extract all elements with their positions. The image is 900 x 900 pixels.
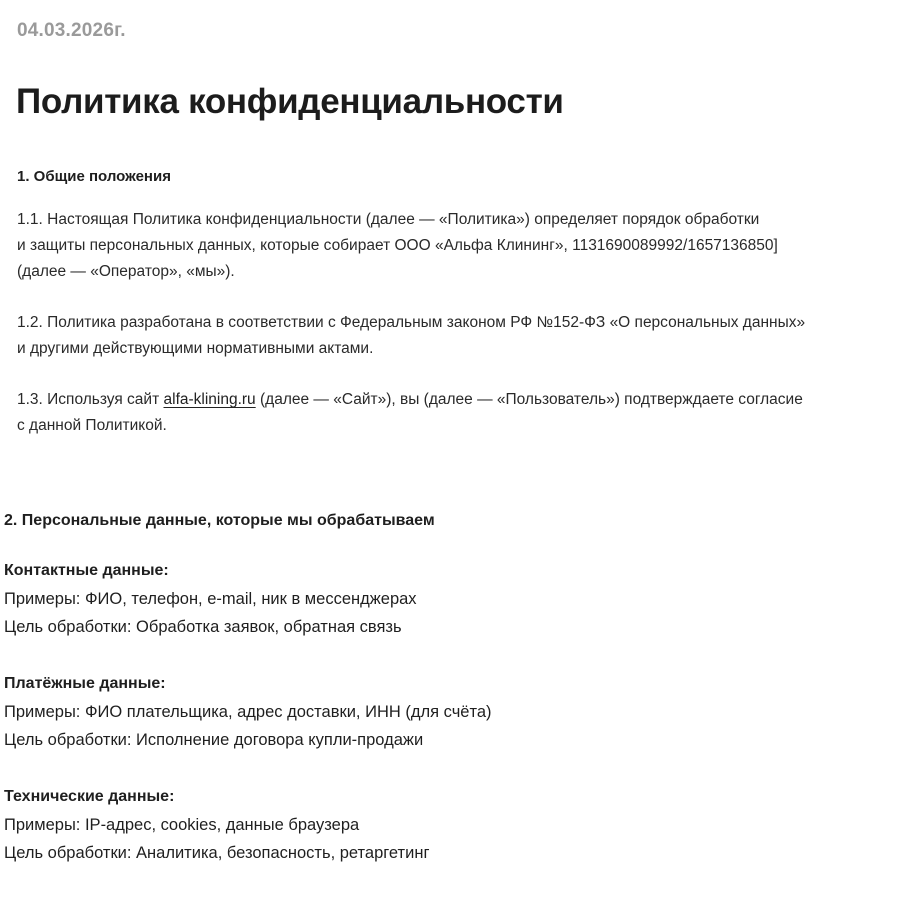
paragraph-1-2 [17, 310, 897, 362]
category-purpose: Цель обработки: Аналитика, безопасность, ретаргетинг [4, 844, 430, 862]
paragraph-1-1 [17, 207, 897, 285]
category-name: Платёжные данные: [4, 675, 166, 692]
section-general-provisions [17, 164, 897, 464]
data-category-contact [4, 557, 894, 641]
data-category-technical [4, 783, 894, 867]
category-name: Технические данные: [4, 788, 175, 805]
page-title: Политика конфиденциальности [16, 82, 564, 121]
paragraph-text: 1.3. Используя сайт [17, 391, 164, 408]
site-link[interactable]: alfa-klining.ru [163, 391, 256, 408]
paragraph-line: и защиты персональных данных, которые собирает ООО «Альфа Клининг», 1131690089992/1657136850] [17, 237, 778, 254]
paragraph-line [17, 387, 897, 413]
data-category-payment [4, 670, 894, 754]
category-purpose: Цель обработки: Обработка заявок, обратная связь [4, 618, 402, 636]
category-examples: Примеры: ФИО плательщика, адрес доставки, ИНН (для счёта) [4, 703, 492, 721]
paragraph-line: и другими действующими нормативными актами. [17, 340, 374, 357]
category-examples: Примеры: IP-адрес, cookies, данные браузера [4, 816, 360, 834]
paragraph-line: с данной Политикой. [17, 417, 167, 434]
section-heading: 2. Персональные данные, которые мы обрабатываем [4, 512, 435, 529]
category-examples: Примеры: ФИО, телефон, e-mail, ник в мессенджерах [4, 590, 417, 608]
section-personal-data [4, 507, 894, 896]
paragraph-1-3 [17, 387, 897, 439]
paragraph-line: 1.1. Настоящая Политика конфиденциальности (далее — «Политика») определяет порядок обработки [17, 211, 760, 228]
section-heading: 1. Общие положения [17, 168, 171, 185]
paragraph-text: (далее — «Сайт»), вы (далее — «Пользователь») подтверждаете согласие [255, 391, 803, 408]
category-purpose: Цель обработки: Исполнение договора купли-продажи [4, 731, 424, 749]
paragraph-line: 1.2. Политика разработана в соответствии с Федеральным законом РФ №152-ФЗ «О персональных данных» [17, 314, 806, 331]
paragraph-line: (далее — «Оператор», «мы»). [17, 263, 235, 280]
document-date: 04.03.2026г. [17, 20, 126, 41]
category-name: Контактные данные: [4, 562, 169, 579]
